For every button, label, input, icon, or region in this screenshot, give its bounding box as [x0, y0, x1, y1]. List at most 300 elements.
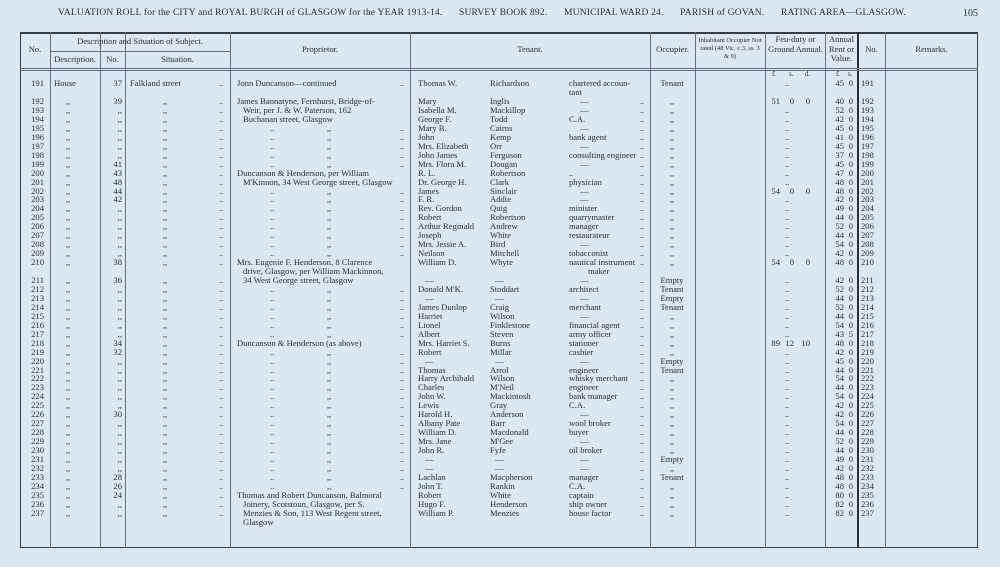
tenant-surname: —	[495, 454, 504, 464]
rent-pounds: 54	[835, 319, 844, 330]
tenant-occupation-continued: tant	[569, 87, 582, 97]
rent-shillings: 0	[848, 391, 853, 402]
tenant-surname: Ferguson	[490, 149, 522, 160]
tenant-occupation: manager	[569, 221, 599, 232]
feu-shillings: 0	[789, 257, 794, 268]
proprietor-leader: ..	[400, 319, 405, 330]
situation-leader: ..	[219, 355, 224, 366]
tenant-occupation: —	[580, 239, 589, 250]
situation-leader: ..	[219, 140, 224, 151]
occupation-leader: ..	[640, 158, 645, 169]
feu-none: ..	[785, 230, 790, 241]
occupier: ,,	[669, 436, 675, 447]
situation: ,,	[162, 480, 168, 491]
description: ,,	[65, 122, 71, 133]
header-inhabitant-occupier: Inhabitant Occupier Not rated (48 Vic. c.3, ss. 3 & 9)	[698, 37, 762, 60]
description: ,,	[65, 104, 71, 115]
proprietor-ditto: ,,	[327, 355, 332, 366]
tenant-occupation: —	[580, 185, 589, 196]
rent-shillings: 0	[848, 319, 853, 330]
proprietor-leader: ..	[400, 373, 405, 384]
occupation-leader: ..	[640, 418, 645, 429]
occupier: ,,	[669, 257, 675, 268]
description: ,,	[65, 337, 71, 348]
situation: ,,	[162, 221, 168, 232]
feu-none: ..	[785, 445, 790, 456]
tenant-surname: Anderson	[490, 409, 524, 420]
situation: ,,	[162, 283, 168, 294]
feu-none: ..	[785, 203, 790, 214]
feu-none: ..	[785, 248, 790, 259]
rent-pounds: 80	[835, 489, 844, 500]
row-number-right: 230	[861, 445, 874, 456]
tenant-occupation: —	[580, 122, 589, 133]
occupier: ,,	[669, 489, 675, 500]
feu-pounds: 89	[771, 337, 780, 348]
proprietor-leader: ..	[270, 158, 275, 169]
rent-shillings: 0	[848, 382, 853, 393]
street-number: 41	[113, 158, 122, 169]
proprietor-ditto: ,,	[327, 131, 332, 142]
occupation-leader: ..	[640, 221, 645, 232]
situation: ,,	[162, 140, 168, 151]
tenant-first-name: Thomas W.	[418, 78, 458, 88]
feu-none: ..	[785, 140, 790, 151]
rent-shillings: 0	[848, 310, 853, 321]
rent-pounds: 42	[835, 400, 844, 411]
proprietor-leader: ..	[270, 194, 275, 205]
situation-leader: ..	[219, 292, 224, 303]
street-number: ,,	[117, 498, 122, 509]
page-title	[58, 8, 980, 18]
situation: ,,	[162, 194, 168, 205]
situation-leader: ..	[219, 328, 224, 339]
feu-none: ..	[785, 489, 790, 500]
occupation-leader: ..	[640, 337, 645, 348]
situation-leader: ..	[219, 158, 224, 169]
rent-pounds: 44	[835, 364, 844, 375]
proprietor-leader: ..	[270, 418, 275, 429]
street-number: ,,	[117, 140, 122, 151]
row-number-right: 233	[861, 471, 874, 482]
title-survey-book: SURVEY BOOK 892.	[459, 8, 548, 18]
tenant-first-name: Robert	[418, 346, 442, 357]
situation-leader: ..	[219, 185, 224, 196]
proprietor-leader: ..	[270, 462, 275, 473]
proprietor-leader: ..	[400, 445, 405, 456]
tenant-surname: White	[490, 230, 511, 241]
rent-pounds: 82	[835, 507, 844, 518]
street-number: ,,	[117, 355, 122, 366]
tenant-occupation: —	[580, 104, 589, 115]
street-number: ,,	[117, 149, 122, 160]
proprietor-leader: ..	[270, 400, 275, 411]
tenant-first-name: John R.	[418, 445, 445, 456]
row-number-right: 210	[861, 257, 874, 268]
tenant-occupation: bank agent	[569, 131, 607, 142]
description: ,,	[65, 149, 71, 160]
tenant-occupation: —	[580, 96, 589, 106]
tenant-occupation: C.A.	[569, 113, 586, 124]
street-number: ,,	[117, 230, 122, 241]
proprietor-ditto: ,,	[327, 346, 332, 357]
row-number-right: 198	[861, 149, 874, 160]
description: ,,	[65, 498, 71, 509]
feu-none: ..	[785, 122, 790, 133]
description: ,,	[65, 310, 71, 321]
tenant-surname: Bird	[490, 239, 506, 250]
occupation-leader: ..	[640, 355, 645, 366]
street-number: 26	[113, 480, 122, 491]
situation-leader: ..	[219, 436, 224, 447]
street-number: ,,	[117, 248, 122, 259]
situation: ,,	[162, 454, 168, 464]
occupier: ,,	[669, 239, 675, 250]
row-number: 234	[31, 480, 44, 491]
tenant-surname: Henderson	[490, 498, 528, 509]
rent-shillings: 0	[848, 149, 853, 160]
row-number: 219	[31, 346, 44, 357]
tenant-occupation: ..	[569, 167, 574, 178]
situation: ,,	[162, 301, 168, 312]
proprietor-ditto: ,,	[327, 454, 332, 464]
tenant-occupation: —	[580, 355, 589, 366]
situation: ,,	[162, 328, 168, 339]
rent-shillings: 0	[848, 203, 853, 214]
rent-pounds: 54	[835, 391, 844, 402]
header-remarks: Remarks.	[915, 44, 948, 54]
feu-shillings: 0	[789, 96, 794, 106]
tenant-occupation: ship owner	[569, 498, 607, 509]
description: ,,	[65, 319, 71, 330]
header-situation: Situation.	[161, 54, 194, 64]
rent-pounds: 37	[835, 149, 844, 160]
rent-pounds: 49	[835, 203, 844, 214]
row-number: 198	[31, 149, 44, 160]
feu-none: ..	[785, 382, 790, 393]
street-number: 44	[113, 185, 122, 196]
feu-pence: 0	[805, 185, 810, 196]
tenant-occupation: —	[580, 158, 589, 169]
proprietor-ditto: ,,	[327, 391, 332, 402]
proprietor-ditto: ,,	[327, 185, 332, 196]
tenant-surname: Andrew	[490, 221, 518, 232]
proprietor-leader: ..	[400, 328, 405, 339]
occupier: ,,	[669, 337, 675, 348]
tenant-surname: Cairns	[490, 122, 513, 133]
description: ,,	[65, 471, 71, 482]
situation-leader: ..	[219, 471, 224, 482]
proprietor-leader: ..	[270, 364, 275, 375]
rent-shillings: 0	[848, 185, 853, 196]
situation-leader: ..	[219, 176, 224, 187]
situation-leader: ..	[219, 248, 224, 259]
proprietor-leader: ..	[270, 122, 275, 133]
situation: ,,	[162, 427, 168, 438]
feu-none: ..	[785, 319, 790, 330]
street-number: 42	[113, 194, 122, 205]
rent-shillings: 0	[848, 122, 853, 133]
title-rating-area: RATING AREA—GLASGOW.	[780, 8, 907, 18]
situation: ,,	[162, 275, 168, 285]
tenant-occupation: wool broker	[569, 418, 611, 429]
proprietor-ditto: ,,	[327, 382, 332, 393]
tenant-first-name: William P.	[418, 507, 454, 518]
feu-none: ..	[785, 78, 790, 88]
feu-pounds: 54	[771, 257, 780, 268]
rent-pounds: 52	[835, 283, 844, 294]
occupier: ,,	[669, 427, 675, 438]
row-number: 226	[31, 409, 44, 420]
row-number: 201	[31, 176, 44, 187]
street-number: ,,	[117, 310, 122, 321]
proprietor: Joinery, Scotstoun, Glasgow, per S.	[243, 498, 365, 509]
tenant-first-name: Albany Pate	[418, 418, 461, 429]
occupier: Empty	[660, 355, 684, 366]
row-number: 213	[31, 292, 44, 303]
tenant-surname: White	[490, 489, 511, 500]
occupation-leader: ..	[640, 310, 645, 321]
rent-shillings: 0	[848, 471, 853, 482]
tenant-occupation: captain	[569, 489, 594, 500]
street-number: ,,	[117, 301, 122, 312]
row-number: 225	[31, 400, 44, 411]
tenant-occupation: cashier	[569, 346, 594, 357]
situation-leader: ..	[219, 454, 224, 464]
situation: ,,	[162, 176, 168, 187]
feu-none: ..	[785, 462, 790, 473]
feu-none: ..	[785, 400, 790, 411]
description: ,,	[65, 445, 71, 456]
header-tenant: Tenant.	[517, 44, 543, 54]
rent-shillings: 0	[848, 355, 853, 366]
situation-leader: ..	[219, 131, 224, 142]
occupier: ,,	[669, 194, 675, 205]
street-number: 43	[113, 167, 122, 178]
row-number-right: 227	[861, 418, 874, 429]
row-number: 209	[31, 248, 44, 259]
proprietor-leader: ..	[270, 373, 275, 384]
situation-leader: ..	[219, 283, 224, 294]
proprietor-ditto: ,,	[327, 310, 332, 321]
row-number: 206	[31, 221, 44, 232]
situation-leader: ..	[219, 301, 224, 312]
occupier: ,,	[669, 149, 675, 160]
rent-shillings: 0	[848, 498, 853, 509]
rent-pounds: 45	[835, 140, 844, 151]
rent-shillings: 0	[848, 257, 853, 268]
occupier: ,,	[669, 507, 675, 518]
situation-leader: ..	[219, 221, 224, 232]
tenant-first-name: John W.	[418, 391, 446, 402]
description: ,,	[65, 391, 71, 402]
row-number: 203	[31, 194, 44, 205]
occupation-leader: ..	[640, 194, 645, 205]
row-number-right: 234	[861, 480, 874, 491]
proprietor-leader: ..	[400, 382, 405, 393]
row-number: 231	[31, 454, 44, 464]
situation: ,,	[162, 185, 168, 196]
occupier: ,,	[669, 140, 675, 151]
street-number: 32	[113, 346, 122, 357]
tenant-occupation: —	[580, 454, 589, 464]
rent-pounds: 48	[835, 176, 844, 187]
feu-shillings: 12	[785, 337, 794, 348]
occupation-leader: ..	[640, 149, 645, 160]
situation: ,,	[162, 471, 168, 482]
rent-shillings: 0	[848, 239, 853, 250]
feu-none: ..	[785, 373, 790, 384]
occupation-leader: ..	[640, 283, 645, 294]
proprietor-leader: ..	[270, 283, 275, 294]
tenant-occupation: —	[580, 140, 589, 151]
proprietor-leader: ..	[270, 221, 275, 232]
proprietor-ditto: ,,	[327, 283, 332, 294]
occupation-leader: ..	[640, 239, 645, 250]
tenant-surname: Quig	[490, 203, 508, 214]
row-number-right: 192	[861, 96, 874, 106]
row-number-right: 206	[861, 221, 874, 232]
row-number: 207	[31, 230, 44, 241]
occupier: Tenant	[660, 301, 684, 312]
rent-pounds: 42	[835, 113, 844, 124]
rent-pounds: 48	[835, 257, 844, 268]
description: ,,	[65, 221, 71, 232]
proprietor-leader: ..	[400, 283, 405, 294]
street-number: ,,	[117, 462, 122, 473]
row-number: 230	[31, 445, 44, 456]
description: ,,	[65, 507, 71, 518]
proprietor-leader: ..	[270, 140, 275, 151]
feu-none: ..	[785, 149, 790, 160]
row-number: 200	[31, 167, 44, 178]
situation-leader: ..	[219, 149, 224, 160]
situation-leader: ..	[219, 203, 224, 214]
situation: ,,	[162, 409, 168, 420]
feu-pounds: 54	[771, 185, 780, 196]
proprietor-leader: ..	[270, 203, 275, 214]
row-number-right: 200	[861, 167, 874, 178]
description: ,,	[65, 167, 71, 178]
situation: ,,	[162, 239, 168, 250]
situation: ,,	[162, 507, 168, 518]
tenant-first-name: John	[418, 131, 435, 142]
tenant-surname: Menzies	[490, 507, 520, 518]
proprietor-leader: ..	[400, 355, 405, 366]
occupation-leader: ..	[640, 96, 645, 106]
tenant-occupation: C.A.	[569, 400, 586, 411]
tenant-occupation: —	[580, 409, 589, 420]
proprietor-ditto: ,,	[327, 427, 332, 438]
tenant-first-name: Mrs. Flora M.	[418, 158, 467, 169]
situation-leader: ..	[219, 427, 224, 438]
occupation-leader: ..	[640, 498, 645, 509]
occupier: ,,	[669, 113, 675, 124]
tenant-first-name: Mary	[418, 96, 437, 106]
occupier: ,,	[669, 391, 675, 402]
proprietor-leader: ..	[270, 409, 275, 420]
occupier: ,,	[669, 346, 675, 357]
proprietor-leader: ..	[270, 292, 275, 303]
occupation-leader: ..	[640, 104, 645, 115]
street-number: ,,	[117, 427, 122, 438]
tenant-occupation: architect	[569, 283, 599, 294]
tenant-occupation: —	[580, 436, 589, 447]
tenant-first-name: R. L.	[418, 167, 436, 178]
description: ,,	[65, 212, 71, 223]
proprietor-leader: ..	[400, 301, 405, 312]
tenant-occupation: house factor	[569, 507, 612, 518]
street-number: ,,	[117, 445, 122, 456]
street-number: ,,	[117, 319, 122, 330]
situation: ,,	[162, 462, 168, 473]
situation: ,,	[162, 158, 168, 169]
tenant-surname: Whyte	[490, 257, 513, 268]
tenant-occupation: whisky merchant	[569, 373, 628, 384]
occupier: ,,	[669, 480, 675, 491]
street-number: ,,	[117, 454, 122, 464]
occupation-leader: ..	[640, 373, 645, 384]
rent-pounds: 42	[835, 462, 844, 473]
proprietor-leader: ..	[400, 310, 405, 321]
proprietor-leader: ..	[400, 364, 405, 375]
proprietor-leader: ..	[270, 239, 275, 250]
tenant-surname: Kemp	[490, 131, 512, 142]
description: ,,	[65, 239, 71, 250]
description: ,,	[65, 436, 71, 447]
tenant-surname: Mackillop	[490, 104, 526, 115]
feu-none: ..	[785, 471, 790, 482]
header-proprietor: Proprietor.	[301, 44, 339, 54]
rent-shillings: 0	[848, 301, 853, 312]
situation: ,,	[162, 113, 168, 124]
tenant-first-name: Lewis	[418, 400, 440, 411]
situation: ,,	[162, 96, 168, 106]
description: ,,	[65, 230, 71, 241]
table-row	[0, 507, 1000, 527]
proprietor: Thomas and Robert Duncanson, Balmoral	[237, 489, 382, 500]
situation: ,,	[162, 248, 168, 259]
tenant-first-name: James Dunlop	[418, 301, 467, 312]
description: ,,	[65, 176, 71, 187]
row-number-right: 218	[861, 337, 874, 348]
proprietor-ditto: ,,	[327, 409, 332, 420]
tenant-occupation: —	[580, 462, 589, 473]
street-number: ,,	[117, 391, 122, 402]
tenant-occupation: consulting engineer	[569, 149, 637, 160]
situation-leader: ..	[219, 275, 224, 285]
street-number: 39	[113, 96, 122, 106]
rent-shillings: 0	[848, 454, 853, 464]
feu-none: ..	[785, 364, 790, 375]
tenant-surname: Millar	[490, 346, 512, 357]
proprietor-leader: ..	[270, 185, 275, 196]
proprietor-leader: ..	[270, 427, 275, 438]
rent-pounds: 48	[835, 480, 844, 491]
row-number: 196	[31, 131, 44, 142]
description: ,,	[65, 462, 71, 473]
row-number-right: 196	[861, 131, 874, 142]
tenant-first-name: —	[425, 355, 434, 366]
occupier: ,,	[669, 122, 675, 133]
proprietor-leader: ..	[270, 382, 275, 393]
occupation-leader: ..	[640, 185, 645, 196]
situation-leader: ..	[219, 337, 224, 348]
tenant-surname: Macdonald	[490, 427, 529, 438]
tenant-occupation: tobacconist	[569, 248, 609, 259]
proprietor-leader: ..	[400, 471, 405, 482]
tenant-occupation: —	[580, 292, 589, 303]
